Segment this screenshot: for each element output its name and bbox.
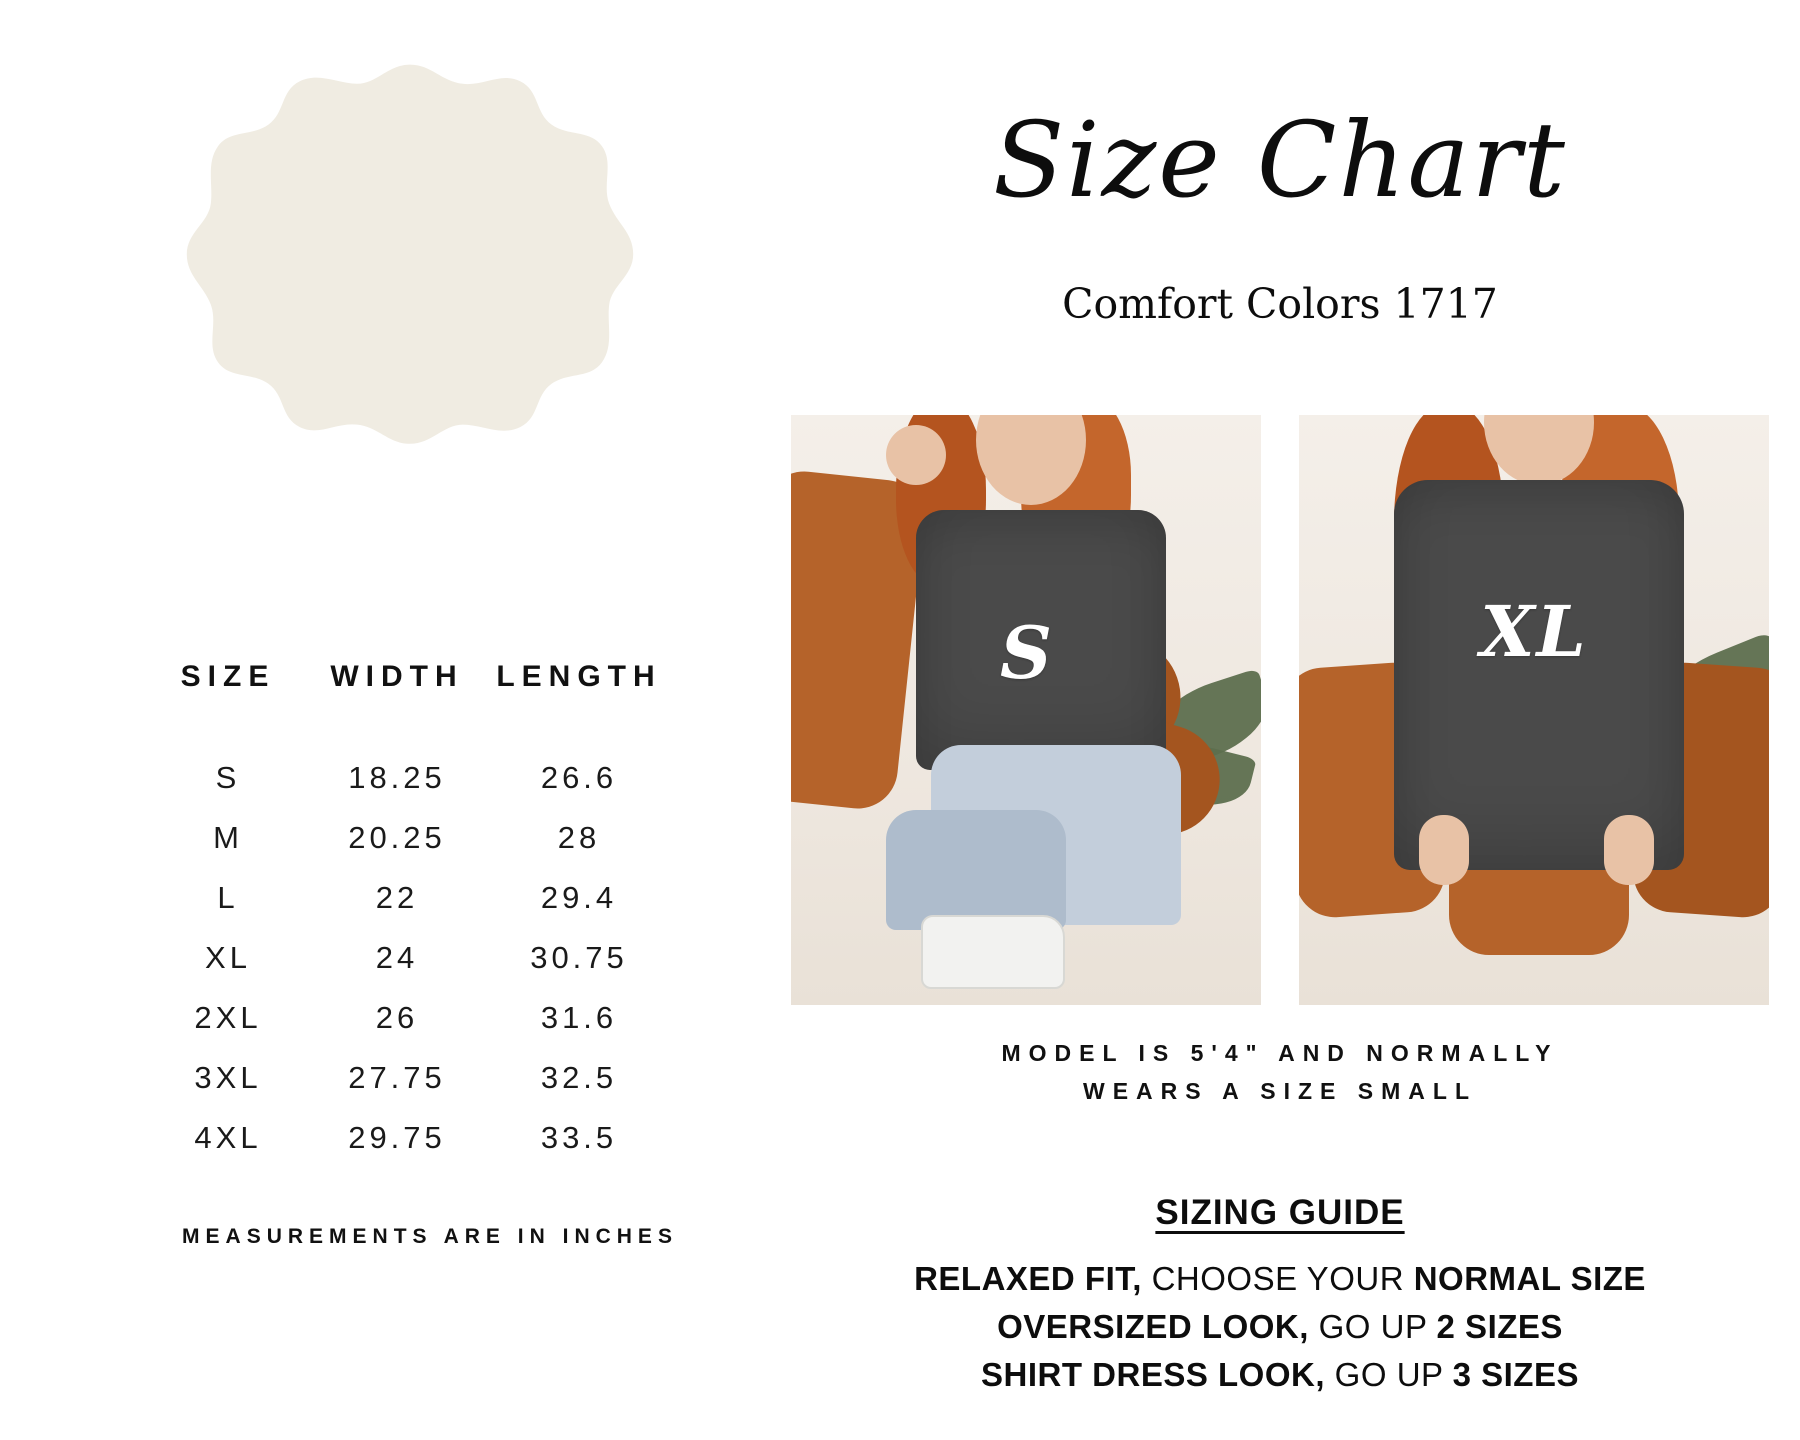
hand-shape	[1419, 815, 1469, 885]
cell-size: M	[213, 820, 243, 855]
cell-size: XL	[205, 940, 251, 975]
model-note-line-1: MODEL IS 5'4" AND NORMALLY	[1001, 1040, 1559, 1066]
left-column	[0, 0, 760, 1440]
guide-line-3-plain: GO UP	[1325, 1355, 1453, 1393]
cell-size: S	[215, 760, 241, 795]
cell-size: 2XL	[194, 1000, 262, 1035]
cell-length: 32.5	[540, 1060, 618, 1095]
hand-shape	[1604, 815, 1654, 885]
table-row	[150, 808, 670, 868]
photo-model-size-xl	[1299, 415, 1769, 1005]
page-subtitle: Comfort Colors 1717	[1062, 280, 1498, 328]
cell-width: 27.75	[348, 1060, 446, 1095]
guide-line-1-bold-end: NORMAL SIZE	[1413, 1260, 1646, 1297]
cell-length: 28	[557, 820, 601, 855]
sizing-guide-title: SIZING GUIDE	[1155, 1193, 1405, 1232]
model-photos	[760, 415, 1800, 1005]
model-height-note	[760, 1035, 1800, 1111]
guide-line-3-bold-end: 3 SIZES	[1452, 1355, 1579, 1393]
table-row	[150, 1048, 670, 1108]
measurements-note: MEASUREMENTS ARE IN INCHES	[182, 1225, 678, 1248]
column-header-width: WIDTH	[330, 660, 464, 693]
cell-length: 29.4	[540, 880, 618, 915]
page-title: Size Chart	[993, 99, 1567, 221]
cell-size: L	[217, 880, 239, 915]
cell-width: 22	[375, 880, 419, 915]
cell-size: 4XL	[194, 1120, 262, 1155]
guide-line-2-bold-end: 2 SIZES	[1436, 1307, 1563, 1345]
size-table	[150, 660, 670, 1168]
hand-shape	[886, 425, 946, 485]
shoe-shape	[921, 915, 1065, 989]
guide-line-2-bold-start: OVERSIZED LOOK,	[997, 1307, 1309, 1345]
column-header-length: LENGTH	[496, 660, 662, 693]
guide-line-1-bold-start: RELAXED FIT,	[914, 1260, 1142, 1297]
cell-size: 3XL	[194, 1060, 262, 1095]
sizing-guide-line	[760, 1255, 1800, 1303]
model-note-line-2: WEARS A SIZE SMALL	[1082, 1077, 1477, 1104]
jeans-shape	[886, 810, 1066, 930]
shirt-size-label: S	[1000, 610, 1052, 695]
size-table-block	[150, 660, 670, 1168]
guide-line-2-plain: GO UP	[1308, 1307, 1437, 1345]
table-header-row	[150, 660, 670, 748]
right-column	[760, 0, 1800, 1440]
column-header-size: SIZE	[180, 660, 276, 693]
table-row	[150, 868, 670, 928]
cell-width: 18.25	[348, 760, 446, 795]
photo-model-size-small	[791, 415, 1261, 1005]
sizing-guide-line	[760, 1351, 1800, 1399]
tshirt-shape	[1394, 480, 1684, 870]
table-row	[150, 928, 670, 988]
cell-length: 31.6	[540, 1000, 618, 1035]
guide-line-3-bold-start: SHIRT DRESS LOOK,	[980, 1355, 1326, 1393]
cell-width: 24	[375, 940, 419, 975]
cell-width: 26	[375, 1000, 419, 1035]
sizing-guide-line	[760, 1303, 1800, 1351]
cell-width: 29.75	[348, 1120, 446, 1155]
sizing-guide-lines	[760, 1255, 1800, 1399]
cell-length: 26.6	[540, 760, 618, 795]
table-row	[150, 748, 670, 808]
cell-width: 20.25	[348, 820, 446, 855]
guide-line-1-plain: CHOOSE YOUR	[1141, 1260, 1414, 1297]
decorative-blob-shape	[170, 55, 650, 535]
table-row	[150, 988, 670, 1048]
shirt-size-label: XL	[1480, 590, 1588, 673]
cell-length: 33.5	[540, 1120, 618, 1155]
cell-length: 30.75	[530, 940, 628, 975]
table-row	[150, 1108, 670, 1168]
